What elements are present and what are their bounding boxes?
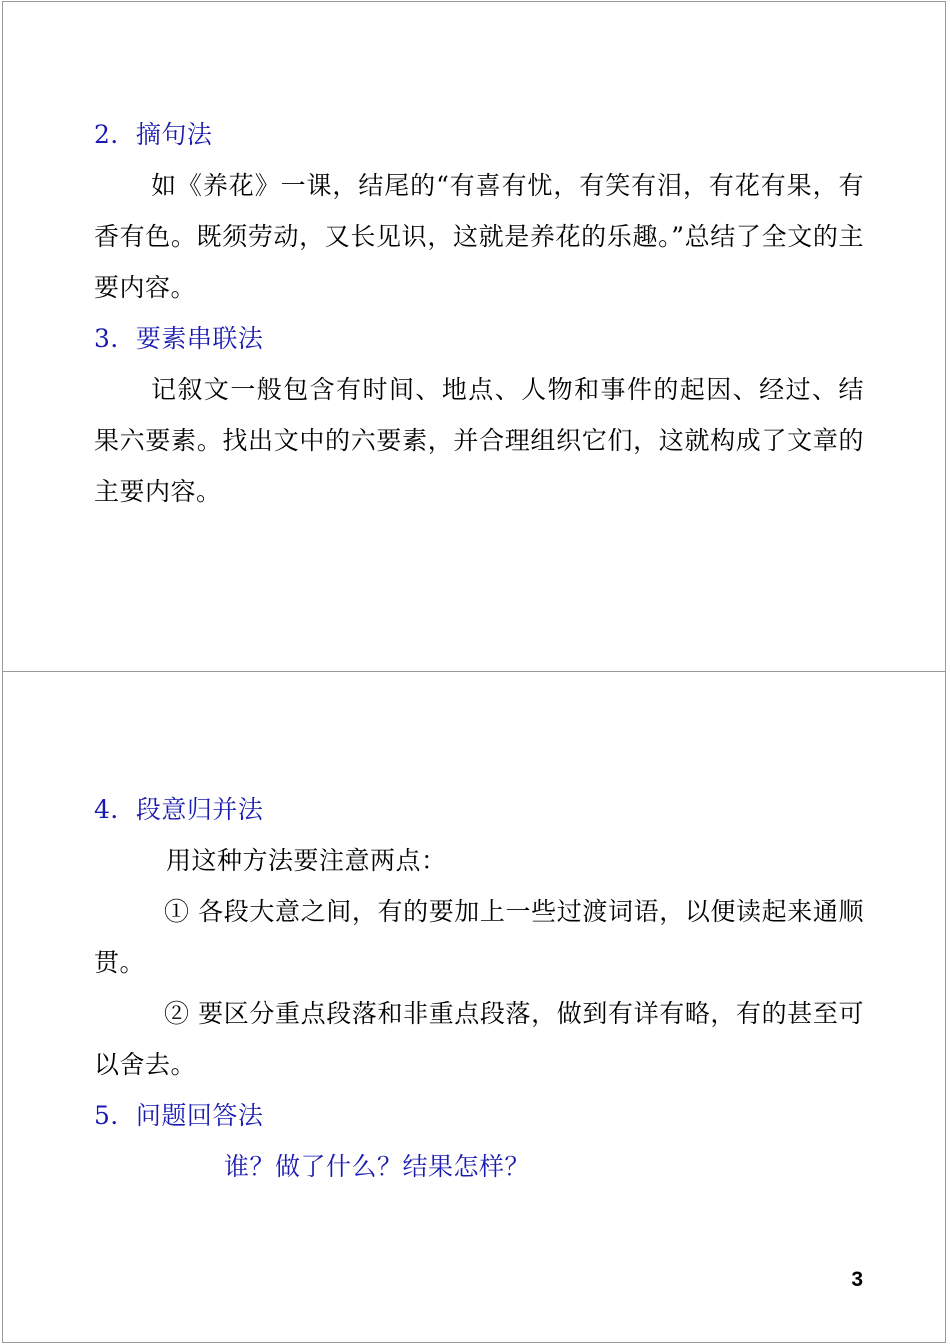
point-2: ② 要区分重点段落和非重点段落，做到有详有略，有的甚至可以舍去。 <box>94 999 864 1079</box>
heading-section-5: 5．问题回答法 <box>94 1101 264 1130</box>
slide-bottom-content <box>94 784 864 1192</box>
questions-section-5: 谁？做了什么？结果怎样？ <box>224 1152 531 1181</box>
slide-top-content <box>94 109 864 517</box>
page-number: 3 <box>851 1268 863 1291</box>
heading-section-2: 2．摘句法 <box>94 120 213 149</box>
slide-bottom <box>2 671 946 1343</box>
paragraph-section-2: 如《养花》一课，结尾的“有喜有忧，有笑有泪，有花有果，有香有色。既须劳动，又长见识，这就是养花的乐趣。”总结了全文的主要内容。 <box>94 171 864 302</box>
heading-section-4: 4．段意归并法 <box>94 795 264 824</box>
intro-section-4: 用这种方法要注意两点： <box>166 846 447 875</box>
heading-section-3: 3．要素串联法 <box>94 324 264 353</box>
point-1: ① 各段大意之间，有的要加上一些过渡词语，以便读起来通顺贯。 <box>94 897 864 977</box>
slide-top <box>2 1 946 672</box>
paragraph-section-3: 记叙文一般包含有时间、地点、人物和事件的起因、经过、结果六要素。找出文中的六要素，并合理组织它们，这就构成了文章的主要内容。 <box>94 375 864 506</box>
